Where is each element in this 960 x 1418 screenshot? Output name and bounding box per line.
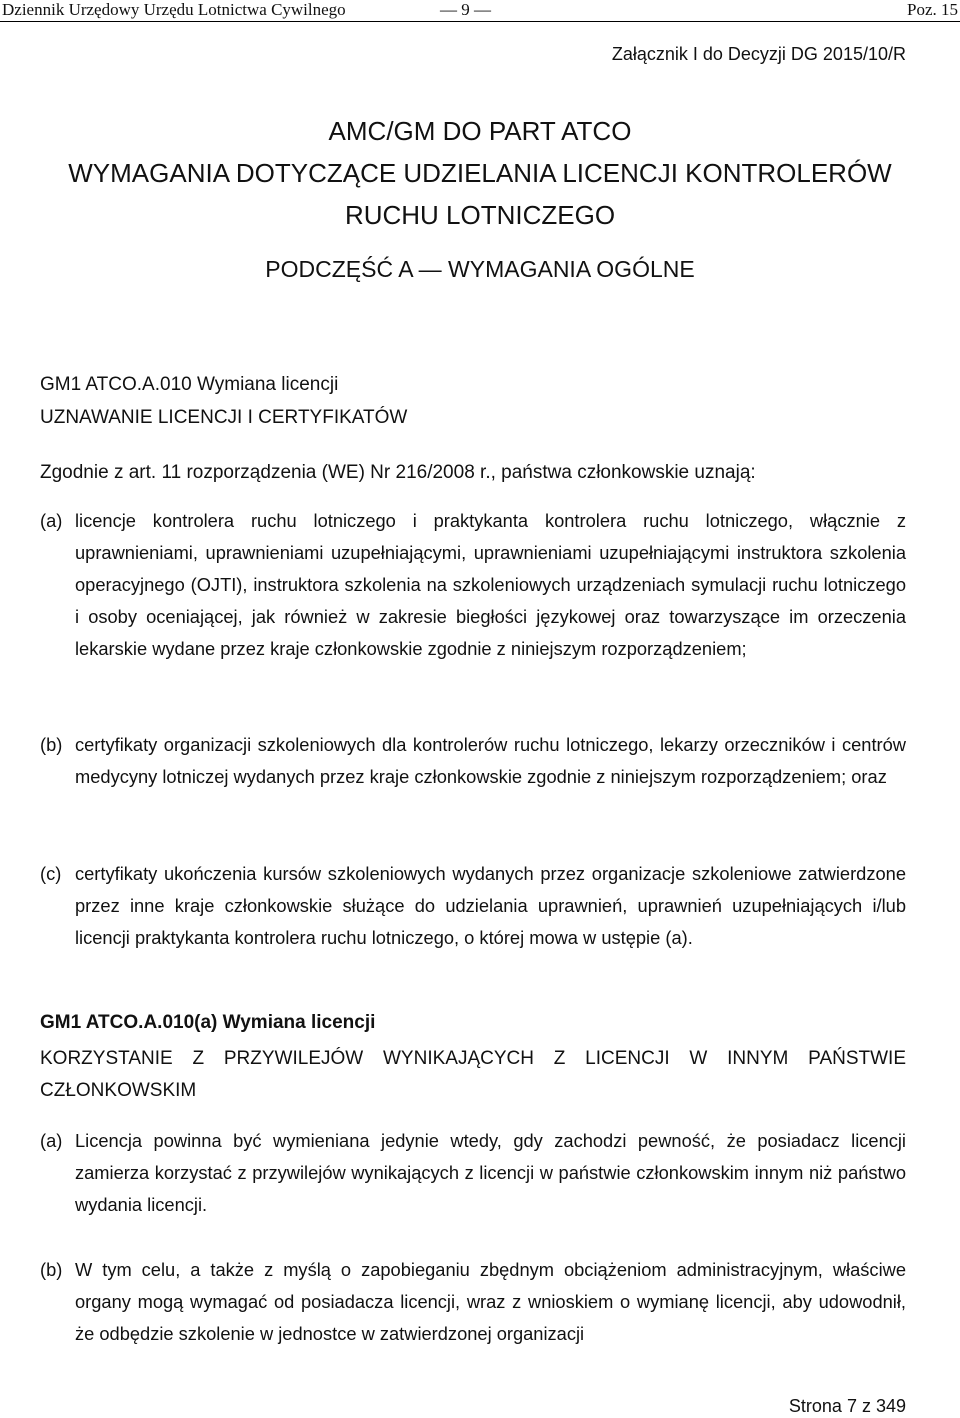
journal-title: Dziennik Urzędowy Urzędu Lotnictwa Cywilnego (2, 0, 346, 19)
item-text: W tym celu, a także z myślą o zapobieganiu zbędnym obciążeniom administracyjnym, właściwe organy mogą wymagać od posiadacza licencji, wraz z wnioskiem o wymianę licencji, aby udowodnił, że odbędzie szkolenie w jednostce w zatwierdzonej organizacji (75, 1259, 906, 1344)
item-label: (c) (40, 863, 62, 884)
item-label: (b) (40, 1259, 63, 1280)
gm1-item-a (40, 505, 906, 665)
item-label: (b) (40, 734, 63, 755)
journal-header (0, 0, 960, 22)
gm2-subheading: KORZYSTANIE Z PRZYWILEJÓW WYNIKAJĄCYCH Z LICENCJI W INNYM PAŃSTWIE CZŁONKOWSKIM (40, 1048, 906, 1101)
document-title-line-3: RUCHU LOTNICZEGO (344, 200, 616, 230)
item-label: (a) (40, 510, 63, 531)
item-label: (a) (40, 1130, 63, 1151)
journal-position: Poz. 15 (907, 0, 958, 19)
gm1-item-b (40, 729, 906, 793)
gm2-item-b (40, 1254, 906, 1350)
header-divider (0, 21, 960, 22)
gm1-subheading: UZNAWANIE LICENCJI I CERTYFIKATÓW (40, 407, 408, 428)
item-text: certyfikaty ukończenia kursów szkoleniowych wydanych przez organizacje szkoleniowe zatwierdzone przez inne kraje członkowskie służące do udzielania uprawnień, uprawnień uzupełniających i/lub licencji praktykanta kontrolera ruchu lotniczego, o której mowa w ustępie (a). (75, 863, 906, 948)
item-text: Licencja powinna być wymieniana jedynie wtedy, gdy zachodzi pewność, że posiadacz licencji zamierza korzystać z przywilejów wynikających z licencji w państwie członkowskim innym niż państwo wydania licencji. (75, 1130, 906, 1215)
item-text: certyfikaty organizacji szkoleniowych dla kontrolerów ruchu lotniczego, lekarzy orzeczników i centrów medycyny lotniczej wydanych przez kraje członkowskie zgodnie z niniejszym rozporządzeniem; oraz (75, 734, 906, 787)
gm2-heading: GM1 ATCO.A.010(a) Wymiana licencji (40, 1012, 376, 1033)
gm1-item-c (40, 858, 906, 954)
journal-page-marker: — 9 — (440, 0, 491, 19)
section-subtitle: PODCZĘŚĆ A — WYMAGANIA OGÓLNE (265, 256, 695, 282)
page-number: Strona 7 z 349 (788, 1396, 906, 1416)
gm1-heading: GM1 ATCO.A.010 Wymiana licencji (40, 374, 339, 395)
document-title-line-1: AMC/GM DO PART ATCO (328, 116, 632, 146)
item-text: licencje kontrolera ruchu lotniczego i praktykanta kontrolera ruchu lotniczego, włącznie z uprawnieniami, uprawnieniami uzupełniającymi, uprawnieniami uzupełniającymi instruktora szkolenia operacyjnego (OJTI), instruktora szkolenia na szkoleniowych urządzeniach symulacji ruchu lotniczego i osoby oceniającej, jak również w zakresie biegłości językowej oraz towarzyszące im orzeczenia lekarskie wydane przez kraje członkowskie zgodnie z niniejszym rozporządzeniem; (75, 510, 906, 659)
annex-reference: Załącznik I do Decyzji DG 2015/10/R (611, 44, 906, 64)
document-title-line-2: WYMAGANIA DOTYCZĄCE UDZIELANIA LICENCJI KONTROLERÓW (68, 158, 892, 188)
gm2-item-a (40, 1125, 906, 1221)
gm1-intro: Zgodnie z art. 11 rozporządzenia (WE) Nr 216/2008 r., państwa członkowskie uznają: (40, 462, 756, 483)
